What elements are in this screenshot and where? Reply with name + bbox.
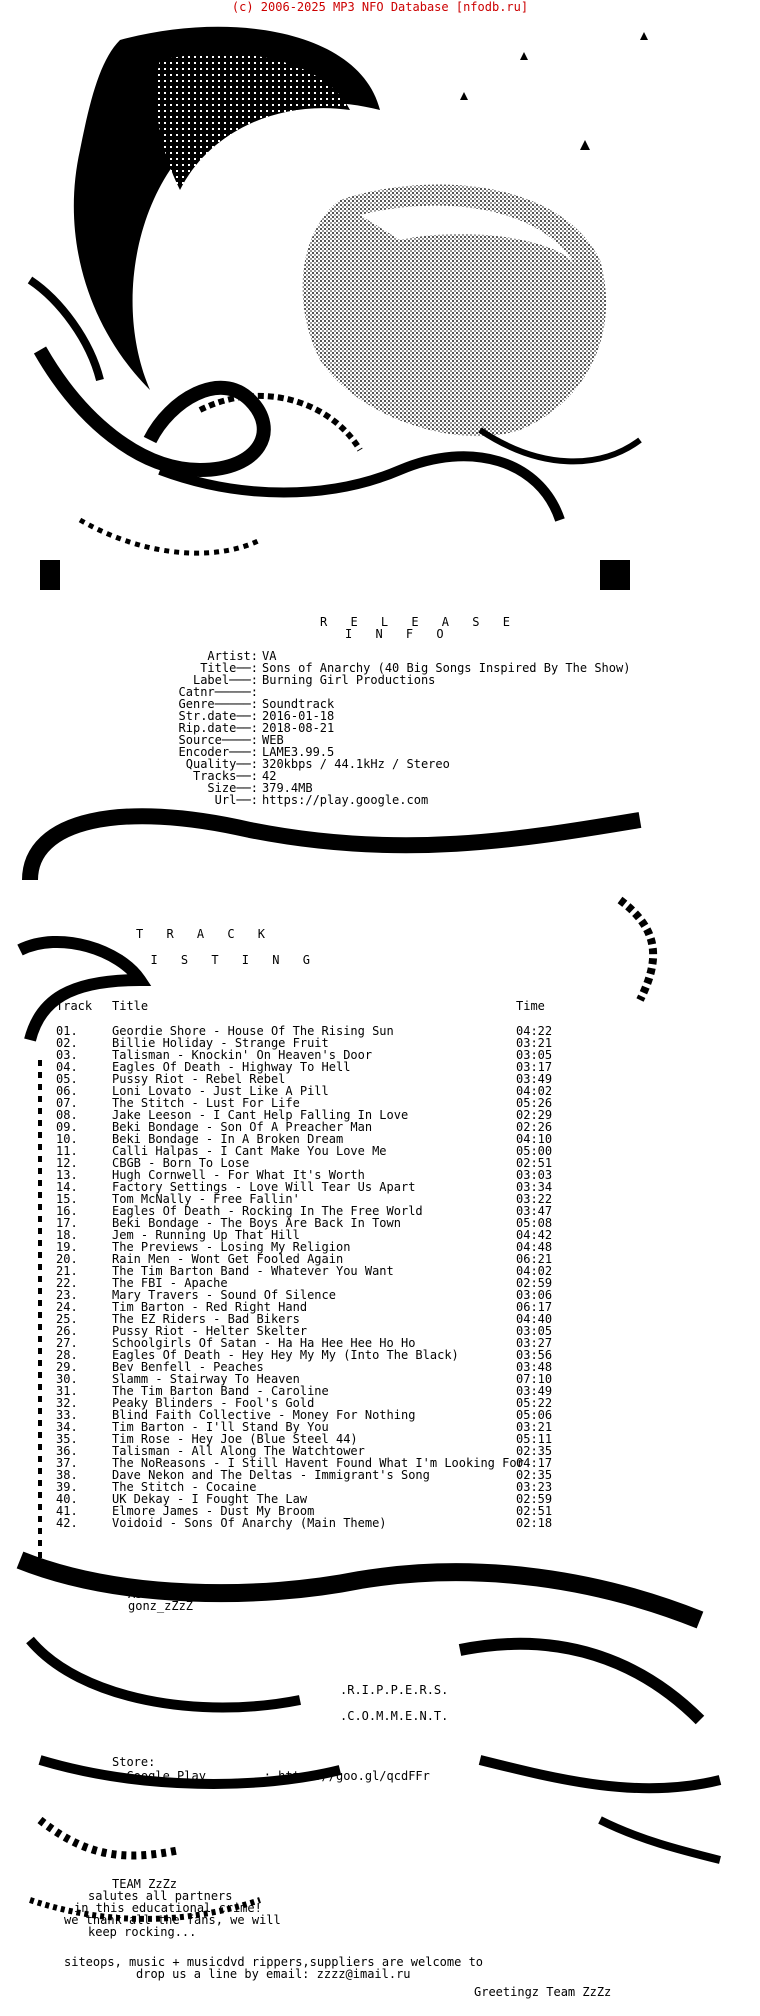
- track-time: 03:48: [516, 1360, 553, 1374]
- track-time: 02:18: [516, 1516, 553, 1530]
- track-number: 03.: [56, 1048, 78, 1062]
- track-time: 06:17: [516, 1300, 553, 1314]
- track-title: Rain Men - Wont Get Fooled Again: [112, 1252, 344, 1266]
- track-number: 14.: [56, 1180, 78, 1194]
- track-time: 04:02: [516, 1264, 553, 1278]
- track-number: 35.: [56, 1432, 78, 1446]
- track-time: 02:59: [516, 1276, 553, 1290]
- track-time: 02:35: [516, 1468, 553, 1482]
- track-title: Elmore James - Dust My Broom: [112, 1504, 315, 1518]
- track-title: Mary Travers - Sound Of Silence: [112, 1288, 336, 1302]
- track-time: 05:11: [516, 1432, 553, 1446]
- track-time: 03:22: [516, 1192, 553, 1206]
- track-time: 04:10: [516, 1132, 553, 1146]
- greetings: Greetingz Team ZzZz: [474, 1985, 612, 1999]
- track-title: Talisman - All Along The Watchtower: [112, 1444, 365, 1458]
- track-number: 05.: [56, 1072, 78, 1086]
- info-row-title: Title──: Sons of Anarchy (40 Big Songs Inspired By The Show): [200, 661, 631, 675]
- track-time: 07:10: [516, 1372, 553, 1386]
- track-number: 41.: [56, 1504, 78, 1518]
- track-title: Factory Settings - Love Will Tear Us Apart: [112, 1180, 416, 1194]
- track-number: 19.: [56, 1240, 78, 1254]
- track-number: 25.: [56, 1312, 78, 1326]
- info-row-rip-date: Rip.date──: 2018-08-21: [178, 721, 335, 735]
- info-row-source: Source────: WEB: [178, 733, 284, 747]
- store-label: Store:: [112, 1755, 156, 1769]
- track-number: 09.: [56, 1120, 78, 1134]
- track-number: 37.: [56, 1456, 78, 1470]
- track-title: Voidoid - Sons Of Anarchy (Main Theme): [112, 1516, 387, 1530]
- track-number: 06.: [56, 1084, 78, 1098]
- track-title: Pussy Riot - Helter Skelter: [112, 1324, 308, 1338]
- track-time: 03:49: [516, 1384, 553, 1398]
- track-title: Calli Halpas - I Cant Make You Love Me: [112, 1144, 387, 1158]
- track-title: Beki Bondage - Son Of A Preacher Man: [112, 1120, 373, 1134]
- track-time: 04:22: [516, 1024, 553, 1038]
- track-number: 30.: [56, 1372, 78, 1386]
- track-title: CBGB - Born To Lose: [112, 1156, 250, 1170]
- track-number: 16.: [56, 1204, 78, 1218]
- track-title: Tom McNally - Free Fallin': [112, 1192, 300, 1206]
- track-time: 04:42: [516, 1228, 553, 1242]
- rippers-heading: .R.I.P.P.E.R.S.: [340, 1683, 449, 1697]
- info-row-url: Url──: https://play.google.com: [214, 793, 429, 807]
- track-time: 05:08: [516, 1216, 553, 1230]
- nfodb-header: (c) 2006-2025 MP3 NFO Database [nfodb.ru]: [231, 0, 529, 14]
- track-number: 33.: [56, 1408, 78, 1422]
- track-number: 32.: [56, 1396, 78, 1410]
- info-row-catnr: Catnr─────:: [178, 685, 258, 699]
- track-number: 02.: [56, 1036, 78, 1050]
- track-time: 03:03: [516, 1168, 553, 1182]
- track-number: 11.: [56, 1144, 78, 1158]
- track-title: Slamm - Stairway To Heaven: [112, 1372, 300, 1386]
- track-number: 27.: [56, 1336, 78, 1350]
- track-number: 23.: [56, 1288, 78, 1302]
- info-row-quality: Quality──: 320kbps / 44.1kHz / Stereo: [185, 757, 450, 771]
- track-number: 15.: [56, 1192, 78, 1206]
- track-time: 04:02: [516, 1084, 553, 1098]
- info-row-size: Size──: 379.4MB: [207, 781, 313, 795]
- track-title: The Stitch - Cocaine: [112, 1480, 257, 1494]
- track-title: Dave Nekon and The Deltas - Immigrant's Song: [112, 1468, 430, 1482]
- track-number: 38.: [56, 1468, 78, 1482]
- track-time: 02:26: [516, 1120, 553, 1134]
- track-number: 01.: [56, 1024, 78, 1038]
- track-title: Eagles Of Death - Highway To Hell: [112, 1060, 351, 1074]
- track-time: 02:51: [516, 1504, 553, 1518]
- track-number: 36.: [56, 1444, 78, 1458]
- track-number: 40.: [56, 1492, 78, 1506]
- track-title: Beki Bondage - The Boys Are Back In Town: [112, 1216, 401, 1230]
- track-time: 05:22: [516, 1396, 553, 1410]
- info-row-label: Label───: Burning Girl Productions: [192, 673, 436, 687]
- track-time: 03:34: [516, 1180, 553, 1194]
- footer-salutes: salutes all partners: [88, 1889, 233, 1903]
- footer-thanks: we thank all the fans, we will: [64, 1913, 281, 1927]
- track-number: 28.: [56, 1348, 78, 1362]
- track-time: 03:49: [516, 1072, 553, 1086]
- track-number: 12.: [56, 1156, 78, 1170]
- track-title: The Tim Barton Band - Whatever You Want: [112, 1264, 394, 1278]
- tracklist-header: Track Title Time: [56, 999, 545, 1013]
- info-row-str-date: Str.date──: 2016-01-18: [178, 709, 335, 723]
- track-number: 10.: [56, 1132, 78, 1146]
- track-title: Bev Benfell - Peaches: [112, 1360, 264, 1374]
- track-time: 03:05: [516, 1324, 553, 1338]
- track-time: 03:56: [516, 1348, 553, 1362]
- track-title: Tim Barton - I'll Stand By You: [112, 1420, 329, 1434]
- track-title: The Previews - Losing My Religion: [112, 1240, 351, 1254]
- track-number: 18.: [56, 1228, 78, 1242]
- track-time: 03:17: [516, 1060, 553, 1074]
- track-title: Geordie Shore - House Of The Rising Sun: [112, 1024, 394, 1038]
- track-number: 42.: [56, 1516, 78, 1530]
- track-number: 34.: [56, 1420, 78, 1434]
- info-row-tracks: Tracks──: 42: [192, 769, 277, 783]
- track-time: 05:00: [516, 1144, 553, 1158]
- track-title: UK Dekay - I Fought The Law: [112, 1492, 308, 1506]
- track-title: The EZ Riders - Bad Bikers: [112, 1312, 300, 1326]
- track-title: Peaky Blinders - Fool's Gold: [112, 1396, 315, 1410]
- track-time: 03:27: [516, 1336, 553, 1350]
- track-title: Schoolgirls Of Satan - Ha Ha Hee Hee Ho Ho: [112, 1336, 416, 1350]
- ascii-credit-line1: ASCii by: [128, 1587, 186, 1601]
- info-row-genre: Genre─────: Soundtrack: [178, 697, 335, 711]
- footer-team: TEAM ZzZz: [112, 1877, 178, 1891]
- track-title: Loni Lovato - Just Like A Pill: [112, 1084, 329, 1098]
- track-number: 07.: [56, 1096, 78, 1110]
- track-time: 03:05: [516, 1048, 553, 1062]
- track-title: The Stitch - Lust For Life: [112, 1096, 300, 1110]
- track-number: 39.: [56, 1480, 78, 1494]
- track-time: 04:48: [516, 1240, 553, 1254]
- track-title: Blind Faith Collective - Money For Nothing: [112, 1408, 416, 1422]
- track-number: 20.: [56, 1252, 78, 1266]
- track-number: 13.: [56, 1168, 78, 1182]
- listing-heading: L I S T I N G: [120, 953, 318, 967]
- info-row-encoder: Encoder───: LAME3.99.5: [178, 745, 335, 759]
- track-time: 05:06: [516, 1408, 553, 1422]
- siteops-line2: drop us a line by email: zzzz@imail.ru: [136, 1967, 411, 1981]
- track-title: Pussy Riot - Rebel Rebel: [112, 1072, 286, 1086]
- track-time: 02:29: [516, 1108, 553, 1122]
- info-heading: I N F O: [345, 627, 452, 641]
- ascii-credit-line2: gonz_zZzZ: [128, 1599, 194, 1613]
- track-title: Talisman - Knockin' On Heaven's Door: [112, 1048, 373, 1062]
- track-title: Billie Holiday - Strange Fruit: [112, 1036, 329, 1050]
- track-title: Jem - Running Up That Hill: [112, 1228, 300, 1242]
- track-time: 04:17: [516, 1456, 553, 1470]
- track-time: 04:40: [516, 1312, 553, 1326]
- girl-art: [30, 27, 648, 590]
- track-time: 06:21: [516, 1252, 553, 1266]
- track-time: 05:26: [516, 1096, 553, 1110]
- track-title: Eagles Of Death - Hey Hey My My (Into The Black): [112, 1348, 459, 1362]
- track-title: Hugh Cornwell - For What It's Worth: [112, 1168, 365, 1182]
- track-number: 24.: [56, 1300, 78, 1314]
- store-google-play: - Google Play : https://goo.gl/qcdFFr: [112, 1769, 430, 1783]
- track-title: Eagles Of Death - Rocking In The Free World: [112, 1204, 423, 1218]
- track-title: The NoReasons - I Still Havent Found What I'm Looking For: [112, 1456, 524, 1470]
- track-title: Beki Bondage - In A Broken Dream: [112, 1132, 344, 1146]
- track-time: 03:06: [516, 1288, 553, 1302]
- track-number: 29.: [56, 1360, 78, 1374]
- track-time: 03:21: [516, 1036, 553, 1050]
- track-number: 17.: [56, 1216, 78, 1230]
- track-time: 02:35: [516, 1444, 553, 1458]
- release-heading: R E L E A S E: [320, 615, 518, 629]
- track-number: 31.: [56, 1384, 78, 1398]
- track-title: Jake Leeson - I Cant Help Falling In Love: [112, 1108, 409, 1122]
- table-row: [56, 1517, 552, 1529]
- track-title: The Tim Barton Band - Caroline: [112, 1384, 329, 1398]
- track-time: 03:21: [516, 1420, 553, 1434]
- track-title: Tim Barton - Red Right Hand: [112, 1300, 308, 1314]
- track-number: 08.: [56, 1108, 78, 1122]
- track-time: 03:47: [516, 1204, 553, 1218]
- track-title: The FBI - Apache: [112, 1276, 228, 1290]
- siteops-line1: siteops, music + musicdvd rippers,suppliers are welcome to: [64, 1955, 484, 1969]
- info-row-artist: Artist: VA: [207, 649, 277, 663]
- comment-heading: .C.O.M.M.E.N.T.: [340, 1709, 449, 1723]
- track-number: 21.: [56, 1264, 78, 1278]
- footer-rocking: keep rocking...: [88, 1925, 197, 1939]
- track-time: 02:59: [516, 1492, 553, 1506]
- track-time: 03:23: [516, 1480, 553, 1494]
- track-heading: T R A C K: [136, 927, 274, 941]
- footer-crime: in this educational crime!: [74, 1901, 262, 1915]
- track-number: 22.: [56, 1276, 78, 1290]
- track-number: 04.: [56, 1060, 78, 1074]
- track-time: 02:51: [516, 1156, 553, 1170]
- track-title: Tim Rose - Hey Joe (Blue Steel 44): [112, 1432, 358, 1446]
- track-number: 26.: [56, 1324, 78, 1338]
